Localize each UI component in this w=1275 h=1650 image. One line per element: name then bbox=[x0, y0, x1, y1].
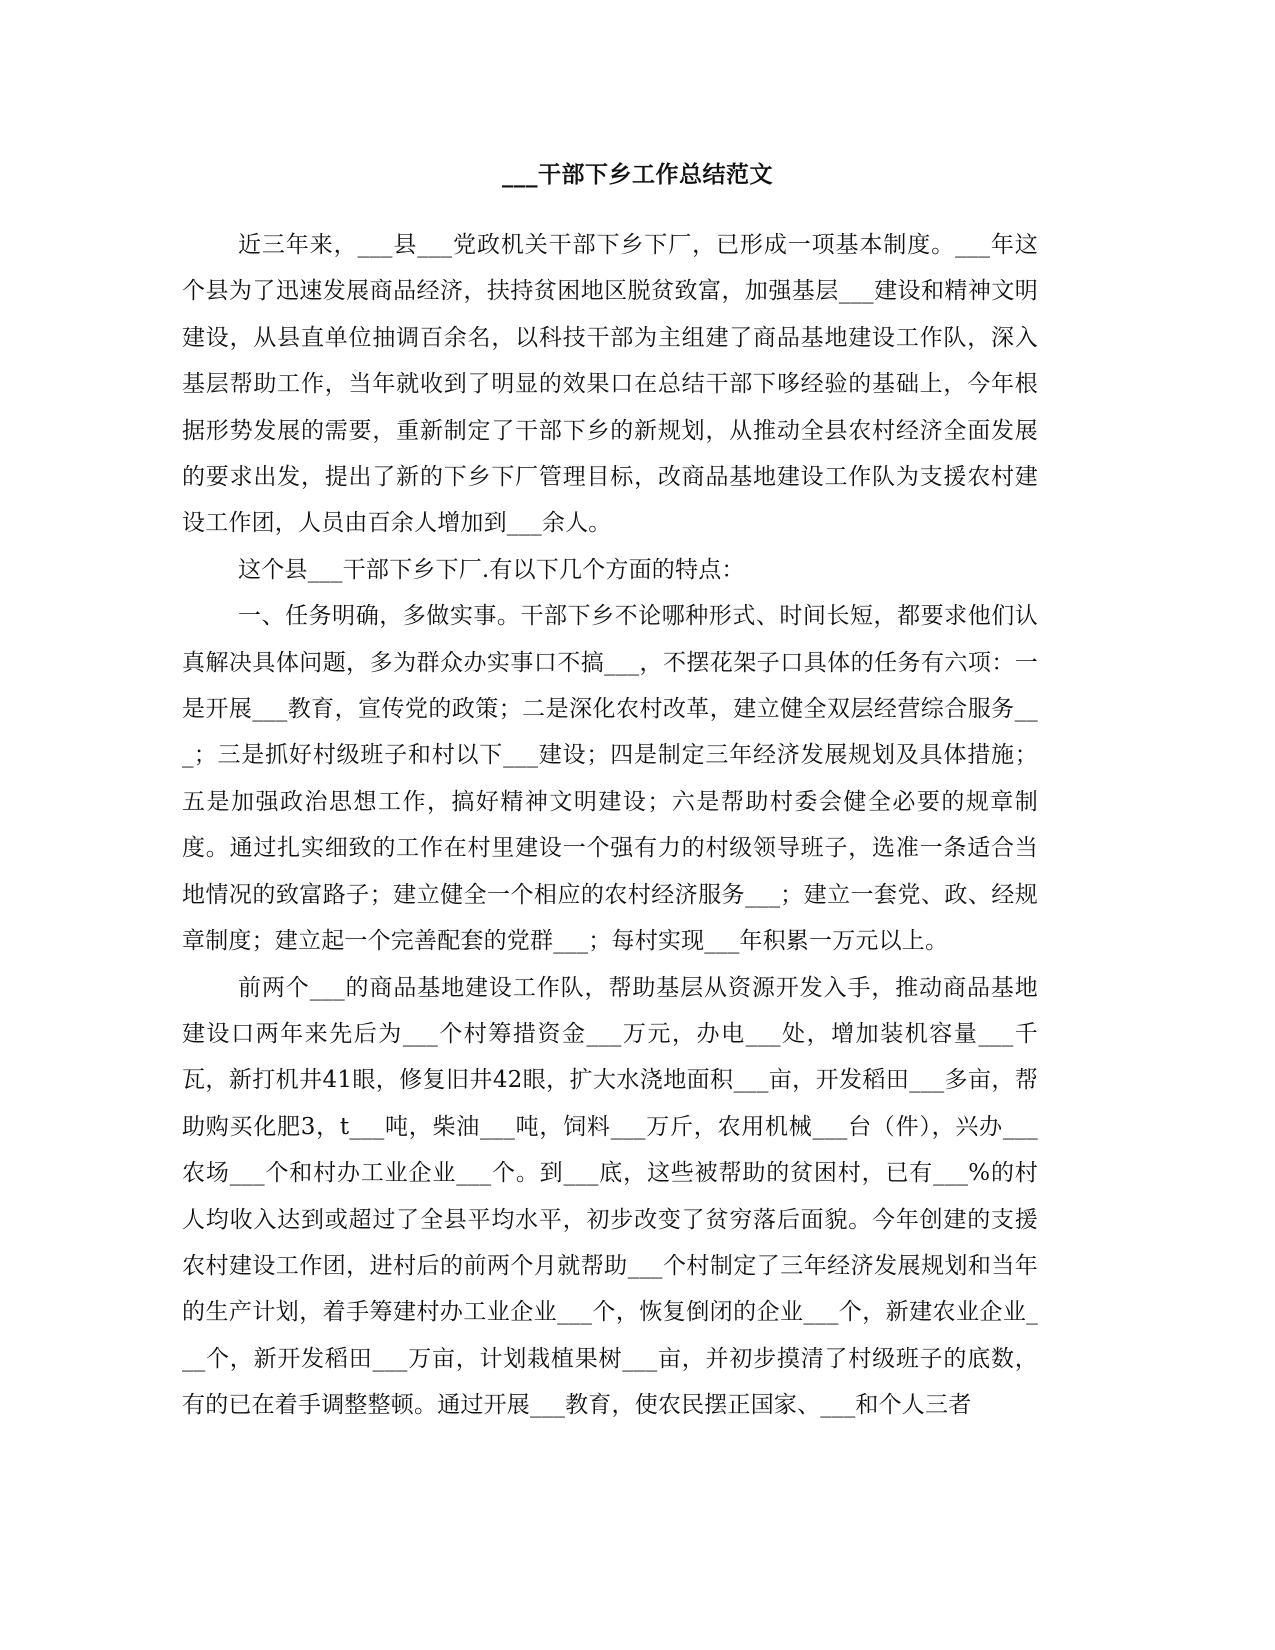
paragraph-features-lead: 这个县___干部下乡下厂.有以下几个方面的特点： bbox=[238, 556, 745, 583]
paragraph-results: 前两个___的商品基地建设工作队，帮助基层从资源开发入手，推动商品基地建设口两年来先后为___个村筹措资金___万元，办电___处，增加装机容量___千瓦，新打机井41眼，修复旧井42眼，扩大水浇地面积___亩，开发稻田___多亩，帮助购买化肥3，t___吨，柴油___吨，饲料___万斤，农用机械___台（件），兴办___农场___个和村办工业企业___个。到___底，这些被帮助的贫困村，已有___%的村人均收入达到或超过了全县平均水平，初步改变了贫穷落后面貌。今年创建的支援农村建设工作团，进村后的前两个月就帮助___个村制定了三年经济发展规划和当年的生产计划，着手筹建村办工业企业___个，恢复倒闭的企业___个，新建农业企业___个，新开发稻田___万亩，计划栽植果树___亩，并初步摸清了村级班子的底数，有的已在着手调整整顿。通过开展___教育，使农民摆正国家、___和个人三者 bbox=[182, 974, 1038, 1419]
paragraph-intro: 近三年来，___县___党政机关干部下乡下厂，已形成一项基本制度。___年这个县为了迅速发展商品经济，扶持贫困地区脱贫致富，加强基层___建设和精神文明建设，从县直单位抽调百余名，以科技干部为主组建了商品基地建设工作队，深入基层帮助工作，当年就收到了明显的效果口在总结干部下哆经验的基础上，今年根据形势发展的需要，重新制定了干部下乡的新规划，从推动全县农村经济全面发展的要求出发，提出了新的下乡下厂管理目标，改商品基地建设工作队为支援农村建设工作团，人员由百余人增加到___余人。 bbox=[182, 232, 1038, 537]
document-title: ___干部下乡工作总结范文 bbox=[502, 162, 773, 188]
paragraph-task-clear: 一、任务明确，多做实事。干部下乡不论哪种形式、时间长短，都要求他们认真解决具体问题，多为群众办实事口不搞___，不摆花架子口具体的任务有六项：一是开展___教育，宣传党的政策；二是深化农村改革，建立健全双层经营综合服务___；三是抓好村级班子和村以下___建设；四是制定三年经济发展规划及具体措施；五是加强政治思想工作，搞好精神文明建设；六是帮助村委会健全必要的规章制度。通过扎实细致的工作在村里建设一个强有力的村级领导班子，选准一条适合当地情况的致富路子；建立健全一个相应的农村经济服务___；建立一套党、政、经规章制度；建立起一个完善配套的党群___；每村实现___年积累一万元以上。 bbox=[182, 603, 1038, 955]
document-body bbox=[182, 222, 1038, 1429]
